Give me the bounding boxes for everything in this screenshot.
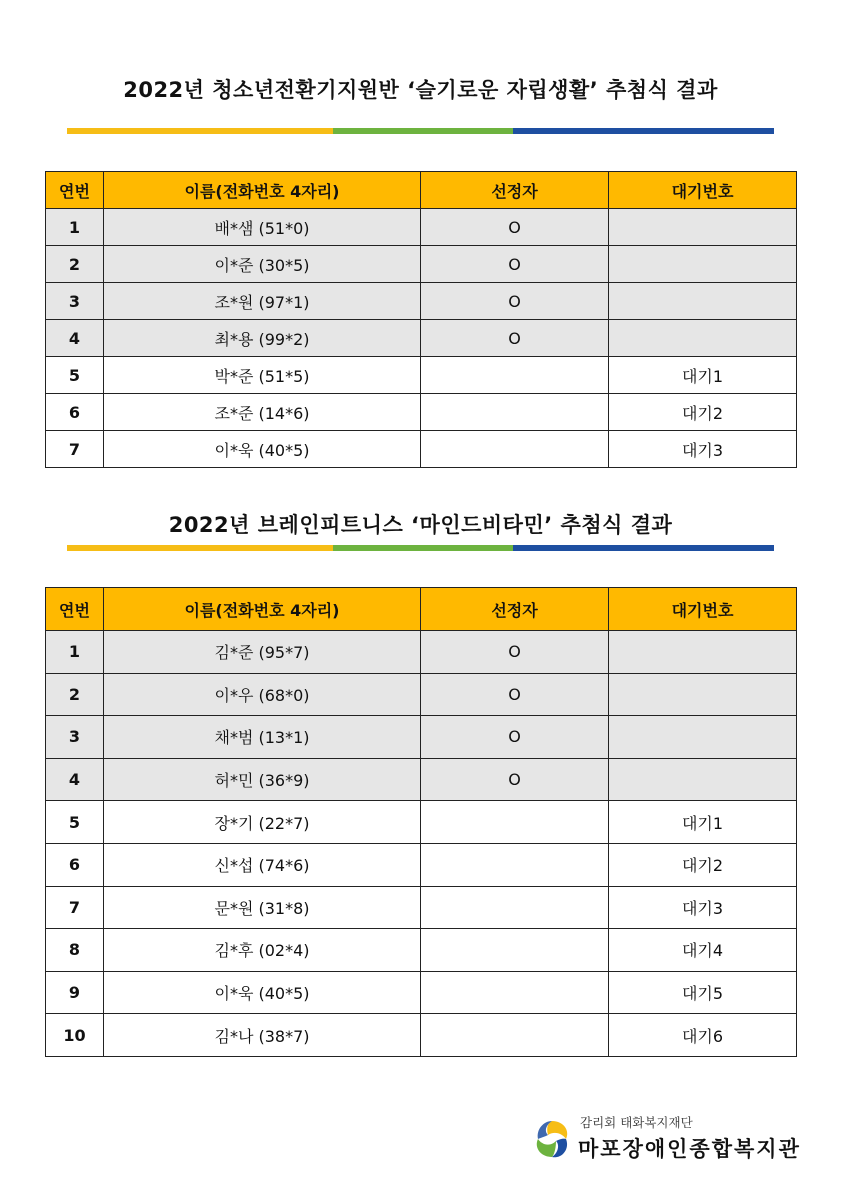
row-number-cell: 1 bbox=[46, 631, 104, 674]
waiting-number-cell: 대기2 bbox=[609, 843, 797, 886]
selected-mark-cell bbox=[421, 431, 609, 468]
selected-mark-cell: O bbox=[421, 631, 609, 674]
row-number-cell: 5 bbox=[46, 801, 104, 844]
table-header-row bbox=[46, 588, 797, 631]
row-number-cell: 4 bbox=[46, 758, 104, 801]
table-row bbox=[46, 801, 797, 844]
applicant-name-cell: 이*욱 (40*5) bbox=[104, 431, 421, 468]
table-row bbox=[46, 716, 797, 759]
waiting-number-cell bbox=[609, 320, 797, 357]
row-number-cell: 6 bbox=[46, 843, 104, 886]
waiting-number-cell bbox=[609, 758, 797, 801]
applicant-name-cell: 허*민 (36*9) bbox=[104, 758, 421, 801]
header-selected: 선정자 bbox=[421, 588, 609, 631]
applicant-name-cell: 김*후 (02*4) bbox=[104, 929, 421, 972]
selected-mark-cell bbox=[421, 886, 609, 929]
table-row bbox=[46, 209, 797, 246]
header-waiting: 대기번호 bbox=[609, 588, 797, 631]
selected-mark-cell bbox=[421, 843, 609, 886]
section-1-divider bbox=[67, 128, 774, 134]
section-1-title: 2022년 청소년전환기지원반 ‘슬기로운 자립생활’ 추첨식 결과 bbox=[123, 78, 718, 102]
waiting-number-cell: 대기3 bbox=[609, 886, 797, 929]
organization-name: 마포장애인종합복지관 bbox=[578, 1136, 801, 1161]
applicant-name-cell: 최*용 (99*2) bbox=[104, 320, 421, 357]
row-number-cell: 3 bbox=[46, 283, 104, 320]
lottery-result-table-1 bbox=[45, 171, 797, 468]
waiting-number-cell bbox=[609, 209, 797, 246]
row-number-cell: 2 bbox=[46, 673, 104, 716]
waiting-number-cell bbox=[609, 716, 797, 759]
row-number-cell: 6 bbox=[46, 394, 104, 431]
waiting-number-cell: 대기2 bbox=[609, 394, 797, 431]
table-row bbox=[46, 886, 797, 929]
table-row bbox=[46, 320, 797, 357]
selected-mark-cell: O bbox=[421, 283, 609, 320]
row-number-cell: 7 bbox=[46, 886, 104, 929]
welfare-center-logo-icon bbox=[532, 1117, 572, 1161]
divider-segment bbox=[67, 545, 333, 551]
row-number-cell: 2 bbox=[46, 246, 104, 283]
table-row bbox=[46, 283, 797, 320]
applicant-name-cell: 이*욱 (40*5) bbox=[104, 971, 421, 1014]
selected-mark-cell bbox=[421, 801, 609, 844]
selected-mark-cell bbox=[421, 1014, 609, 1057]
section-2-title: 2022년 브레인피트니스 ‘마인드비타민’ 추첨식 결과 bbox=[168, 513, 673, 537]
header-waiting: 대기번호 bbox=[609, 172, 797, 209]
selected-mark-cell: O bbox=[421, 673, 609, 716]
selected-mark-cell bbox=[421, 929, 609, 972]
divider-segment bbox=[333, 128, 513, 134]
applicant-name-cell: 김*준 (95*7) bbox=[104, 631, 421, 674]
waiting-number-cell: 대기5 bbox=[609, 971, 797, 1014]
applicant-name-cell: 배*샘 (51*0) bbox=[104, 209, 421, 246]
selected-mark-cell: O bbox=[421, 320, 609, 357]
row-number-cell: 4 bbox=[46, 320, 104, 357]
applicant-name-cell: 김*나 (38*7) bbox=[104, 1014, 421, 1057]
table-header-row bbox=[46, 172, 797, 209]
table-row bbox=[46, 394, 797, 431]
waiting-number-cell: 대기3 bbox=[609, 431, 797, 468]
row-number-cell: 1 bbox=[46, 209, 104, 246]
header-name: 이름(전화번호 4자리) bbox=[104, 172, 421, 209]
selected-mark-cell: O bbox=[421, 758, 609, 801]
organization-footer bbox=[532, 1113, 812, 1165]
waiting-number-cell bbox=[609, 673, 797, 716]
row-number-cell: 8 bbox=[46, 929, 104, 972]
table-row bbox=[46, 1014, 797, 1057]
waiting-number-cell bbox=[609, 283, 797, 320]
applicant-name-cell: 조*준 (14*6) bbox=[104, 394, 421, 431]
table-row bbox=[46, 631, 797, 674]
header-no: 연번 bbox=[46, 172, 104, 209]
applicant-name-cell: 조*원 (97*1) bbox=[104, 283, 421, 320]
divider-segment bbox=[333, 545, 513, 551]
table-row bbox=[46, 357, 797, 394]
row-number-cell: 5 bbox=[46, 357, 104, 394]
table-row bbox=[46, 843, 797, 886]
lottery-result-table-2 bbox=[45, 587, 797, 1057]
applicant-name-cell: 박*준 (51*5) bbox=[104, 357, 421, 394]
selected-mark-cell bbox=[421, 394, 609, 431]
row-number-cell: 7 bbox=[46, 431, 104, 468]
divider-segment bbox=[513, 128, 774, 134]
selected-mark-cell bbox=[421, 971, 609, 1014]
selected-mark-cell: O bbox=[421, 716, 609, 759]
applicant-name-cell: 이*준 (30*5) bbox=[104, 246, 421, 283]
header-name: 이름(전화번호 4자리) bbox=[104, 588, 421, 631]
divider-segment bbox=[67, 128, 333, 134]
header-selected: 선정자 bbox=[421, 172, 609, 209]
table-row bbox=[46, 431, 797, 468]
row-number-cell: 3 bbox=[46, 716, 104, 759]
table-row bbox=[46, 673, 797, 716]
selected-mark-cell: O bbox=[421, 246, 609, 283]
selected-mark-cell bbox=[421, 357, 609, 394]
table-row bbox=[46, 758, 797, 801]
section-2-divider bbox=[67, 545, 774, 551]
waiting-number-cell bbox=[609, 631, 797, 674]
waiting-number-cell: 대기1 bbox=[609, 801, 797, 844]
waiting-number-cell: 대기6 bbox=[609, 1014, 797, 1057]
selected-mark-cell: O bbox=[421, 209, 609, 246]
applicant-name-cell: 채*범 (13*1) bbox=[104, 716, 421, 759]
applicant-name-cell: 문*원 (31*8) bbox=[104, 886, 421, 929]
row-number-cell: 9 bbox=[46, 971, 104, 1014]
table-row bbox=[46, 246, 797, 283]
applicant-name-cell: 신*섭 (74*6) bbox=[104, 843, 421, 886]
applicant-name-cell: 장*기 (22*7) bbox=[104, 801, 421, 844]
applicant-name-cell: 이*우 (68*0) bbox=[104, 673, 421, 716]
divider-segment bbox=[513, 545, 774, 551]
header-no: 연번 bbox=[46, 588, 104, 631]
waiting-number-cell: 대기4 bbox=[609, 929, 797, 972]
table-row bbox=[46, 971, 797, 1014]
waiting-number-cell bbox=[609, 246, 797, 283]
table-row bbox=[46, 929, 797, 972]
foundation-label: 감리회 태화복지재단 bbox=[580, 1115, 693, 1130]
row-number-cell: 10 bbox=[46, 1014, 104, 1057]
waiting-number-cell: 대기1 bbox=[609, 357, 797, 394]
